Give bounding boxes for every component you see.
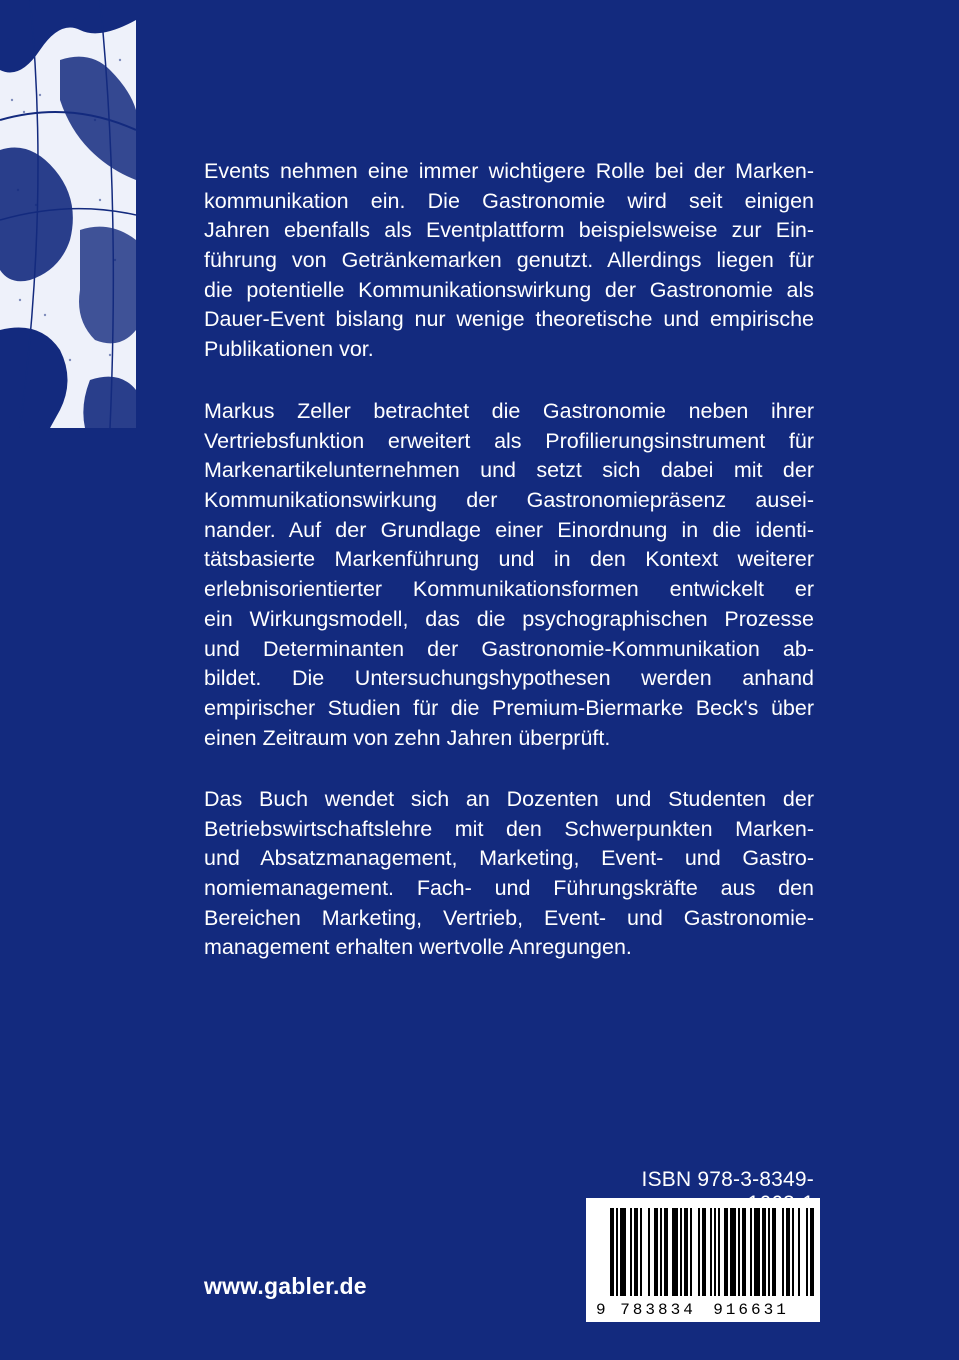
- barcode-left-digits: 783834: [620, 1301, 696, 1319]
- text-line: Jahren ebenfalls als Eventplattform beispielsweise zur Ein-: [204, 218, 814, 243]
- text-line: erlebnisorientierter Kommunikationsformen entwickelt er: [204, 577, 814, 602]
- text-line: nander. Auf der Grundlage einer Einordnung in die identi-: [204, 517, 814, 542]
- barcode-bar: [754, 1208, 760, 1296]
- barcode-bar: [710, 1208, 712, 1296]
- barcode-bar: [798, 1208, 800, 1296]
- barcode-bar: [640, 1208, 642, 1296]
- barcode-bar: [750, 1208, 752, 1296]
- barcode-bar: [620, 1208, 626, 1296]
- publisher-website-link[interactable]: www.gabler.de: [204, 1273, 367, 1299]
- barcode-bar: [718, 1208, 720, 1296]
- text-line: führung von Getränkemarken genutzt. Allerdings liegen für: [204, 248, 814, 273]
- barcode-bar: [730, 1208, 736, 1296]
- barcode-bar: [610, 1208, 614, 1296]
- text-line: die potentielle Kommunikationswirkung der Gastronomie als: [204, 277, 814, 302]
- text-line: Kommunikationswirkung der Gastronomiepräsenz ausei-: [204, 488, 814, 513]
- barcode-bar: [742, 1208, 746, 1296]
- blurb-paragraph-2: [204, 397, 814, 753]
- barcode-bar: [786, 1208, 790, 1296]
- text-line: Vertriebsfunktion erweitert als Profilierungsinstrument für: [204, 428, 814, 453]
- text-line: Publikationen vor.: [204, 337, 374, 362]
- barcode-bar: [724, 1208, 728, 1296]
- isbn-barcode: [586, 1198, 820, 1322]
- isbn-label: ISBN 978-3-8349-: [641, 1168, 814, 1191]
- barcode-bar: [738, 1208, 740, 1296]
- barcode-bar: [768, 1208, 770, 1296]
- barcode-bar: [664, 1208, 668, 1296]
- text-line: Betriebswirtschaftslehre mit den Schwerpunkten Marken-: [204, 816, 814, 841]
- text-line: Events nehmen eine immer wichtigere Rolle bei der Marken-: [204, 159, 814, 183]
- barcode-bar: [810, 1208, 814, 1296]
- barcode-bar: [616, 1208, 618, 1296]
- text-line: Markenartikelunternehmen und setzt sich dabei mit der: [204, 458, 814, 483]
- barcode-bar: [702, 1208, 706, 1296]
- text-line: Bereichen Marketing, Vertrieb, Event- und Gastronomie-: [204, 905, 814, 930]
- barcode-bars: [610, 1208, 814, 1296]
- barcode-bar: [714, 1208, 716, 1296]
- barcode-bar: [772, 1208, 776, 1296]
- barcode-right-digits: 916631: [713, 1301, 789, 1319]
- barcode-bar: [806, 1208, 808, 1296]
- text-line: einen Zeitraum von zehn Jahren überprüft.: [204, 725, 611, 750]
- barcode-bar: [654, 1208, 658, 1296]
- blurb-paragraph-3: [204, 785, 814, 963]
- barcode-bar: [792, 1208, 794, 1296]
- barcode-bar: [648, 1208, 650, 1296]
- barcode-bar: [660, 1208, 662, 1296]
- barcode-bar: [634, 1208, 638, 1296]
- text-line: kommunikation ein. Die Gastronomie wird seit einigen: [204, 188, 814, 213]
- text-line: management erhalten wertvolle Anregungen.: [204, 935, 632, 960]
- text-line: tätsbasierte Markenführung und in den Kontext weiterer: [204, 547, 814, 572]
- text-line: Dauer-Event bislang nur wenige theoretische und empirische: [204, 307, 814, 332]
- barcode-bar: [680, 1208, 682, 1296]
- barcode-bar: [782, 1208, 784, 1296]
- text-line: und Determinanten der Gastronomie-Kommunikation ab-: [204, 636, 814, 661]
- text-line: Das Buch wendet sich an Dozenten und Studenten der: [204, 787, 814, 811]
- text-line: Markus Zeller betrachtet die Gastronomie neben ihrer: [204, 399, 814, 423]
- barcode-first-digit: 9: [596, 1301, 606, 1319]
- barcode-bar: [762, 1208, 766, 1296]
- text-line: ein Wirkungsmodell, das die psychographischen Prozesse: [204, 606, 814, 631]
- barcode-bar: [684, 1208, 688, 1296]
- text-line: nomiemanagement. Fach- und Führungskräfte aus den: [204, 876, 814, 901]
- barcode-bar: [690, 1208, 692, 1296]
- text-line: und Absatzmanagement, Marketing, Event- und Gastro-: [204, 846, 814, 871]
- globe-map-illustration-icon: [0, 0, 136, 428]
- blurb-paragraph-1: [204, 157, 814, 365]
- barcode-bar: [698, 1208, 700, 1296]
- text-line: bildet. Die Untersuchungshypothesen werden anhand: [204, 666, 814, 691]
- barcode-bar: [630, 1208, 632, 1296]
- barcode-bar: [672, 1208, 678, 1296]
- text-line: empirischer Studien für die Premium-Biermarke Beck's über: [204, 695, 814, 720]
